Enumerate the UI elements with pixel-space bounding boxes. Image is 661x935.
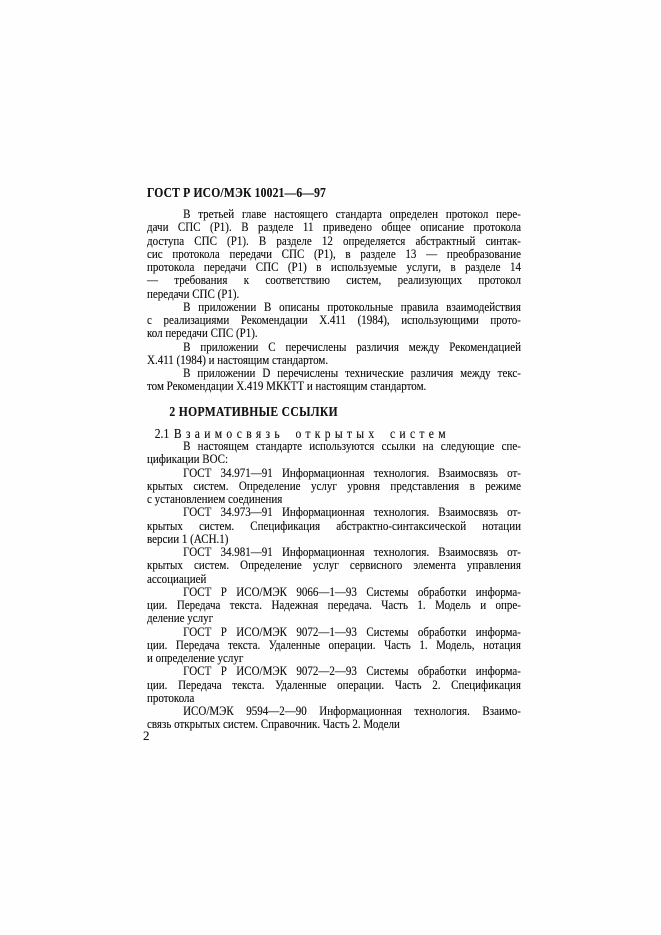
text-line: крытых систем. Определение услуг уровня представления в режиме xyxy=(147,478,521,493)
reference-entry xyxy=(147,586,521,626)
text-line: доступа СПС (Р1). В разделе 12 определяется абстрактный синтак- xyxy=(147,233,521,248)
text-line: В настоящем стандарте используются ссылки на следующие спе- xyxy=(183,439,521,453)
text-line: ГОСТ Р ИСО/МЭК 9072—2—93 Системы обработки информа- xyxy=(183,664,521,679)
reference-entry xyxy=(147,626,521,666)
references-intro-paragraph xyxy=(147,440,521,467)
text-line: протокола xyxy=(147,690,195,705)
paragraph xyxy=(147,367,521,394)
text-line: кол передачи СПС (Р1). xyxy=(147,326,258,341)
reference-entry xyxy=(147,705,521,732)
running-header: ГОСТ Р ИСО/МЭК 10021—6—97 xyxy=(147,185,327,200)
text-line: сис протокола передачи СПС (Р1), в разделе 13 — преобразование xyxy=(147,246,521,261)
text-line: передачи СПС (Р1). xyxy=(147,286,240,301)
text-line: том Рекомендации Х.419 МККТТ и настоящим стандартом. xyxy=(147,379,427,394)
text-line: В приложении С перечислены различия между Рекомендацией xyxy=(183,339,521,354)
subsection-title: Взаимосвязь открытых систем xyxy=(173,426,450,441)
section-heading: 2 НОРМАТИВНЫЕ ССЫЛКИ xyxy=(169,404,339,419)
text-line: протокола передачи СПС (Р1) в используемые услуги, в разделе 14 xyxy=(147,260,521,274)
text-line: крытых систем. Спецификация абстрактно-синтаксической нотации xyxy=(147,518,521,533)
text-line: ассоциацией xyxy=(147,571,207,586)
paragraph xyxy=(147,208,521,301)
text-line: В приложении D перечислены технические различия между текс- xyxy=(183,366,521,380)
reference-entry xyxy=(147,467,521,507)
paragraph xyxy=(147,341,521,368)
subsection-number: 2.1 xyxy=(154,426,170,441)
page-number: 2 xyxy=(143,728,150,743)
reference-entry xyxy=(147,546,521,586)
text-column xyxy=(147,185,521,745)
text-line: ГОСТ Р ИСО/МЭК 9072—1—93 Системы обработки информа- xyxy=(183,624,521,639)
text-line: деление услуг xyxy=(147,611,214,626)
intro-section xyxy=(147,208,521,394)
text-line: В третьей главе настоящего стандарта определен протокол пере- xyxy=(183,207,521,221)
text-line: с установлением соединения xyxy=(147,492,283,506)
text-line: ГОСТ 34.981—91 Информационная технология. Взаимосвязь от- xyxy=(183,545,521,559)
text-line: цификации ВОС: xyxy=(147,452,229,467)
text-line: Х.411 (1984) и настоящим стандартом. xyxy=(147,352,329,367)
text-line: связь открытых систем. Справочник. Часть 2. Модели xyxy=(147,717,400,732)
references-section xyxy=(147,440,521,732)
text-line: дачи СПС (Р1). В разделе 11 приведено общее описание протокола xyxy=(147,220,521,235)
text-line: ции. Передача текста. Надежная передача. Часть 1. Модель и опре- xyxy=(147,598,521,612)
text-line: В приложении В описаны протокольные правила взаимодействия xyxy=(183,299,521,314)
text-line: версии 1 (АСН.1) xyxy=(147,531,229,546)
text-line: ции. Передача текста. Удаленные операции. Часть 1. Модель, нотация xyxy=(147,637,521,652)
reference-entry xyxy=(147,506,521,546)
text-line: крытых систем. Определение услуг сервисного элемента управления xyxy=(147,558,521,573)
text-line: с реализациями Рекомендации Х.411 (1984), использующими прото- xyxy=(147,313,521,327)
paragraph xyxy=(147,301,521,341)
reference-entry xyxy=(147,665,521,705)
text-line: ГОСТ 34.973—91 Информационная технология. Взаимосвязь от- xyxy=(183,505,521,520)
text-line: и определение услуг xyxy=(147,651,244,665)
text-line: ГОСТ Р ИСО/МЭК 9066—1—93 Системы обработки информа- xyxy=(183,584,521,599)
text-line: ИСО/МЭК 9594—2—90 Информационная технология. Взаимо- xyxy=(183,704,521,718)
text-line: ции. Передача текста. Удаленные операции. Часть 2. Спецификация xyxy=(147,677,521,692)
text-line: ГОСТ 34.971—91 Информационная технология. Взаимосвязь от- xyxy=(183,465,521,480)
text-line: — требования к соответствию систем, реализующих протокол xyxy=(147,273,521,288)
